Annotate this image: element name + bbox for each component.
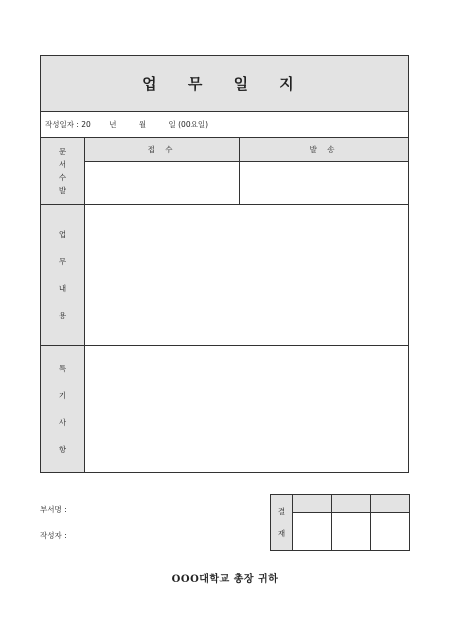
approval-title-cell[interactable] [332,495,370,513]
approval-sign-cell[interactable] [293,513,331,550]
approval-sign-cell[interactable] [371,513,409,550]
footer [40,494,410,554]
receive-cell[interactable] [85,162,240,204]
author-label: 작성자 : [40,531,67,540]
title-row [41,56,408,112]
col-receive-header: 접 수 [85,138,240,161]
notes-content-area[interactable] [85,346,408,472]
doc-section [41,138,408,205]
approval-title-cell[interactable] [293,495,331,513]
date-label: 작성일자 : 20 [45,120,91,129]
approval-box [270,494,410,551]
doc-header [85,138,408,162]
doc-section-label: 문 서 수 발 [41,138,85,204]
notes-section-label: 특 기 사 항 [41,346,85,472]
approval-column [293,495,332,550]
approval-sign-cell[interactable] [332,513,370,550]
work-section [41,205,408,346]
date-row [41,112,408,138]
year-unit: 년 [109,120,117,129]
approval-column [371,495,409,550]
closing-line: OOO대학교 총장 귀하 [171,574,279,585]
approval-column [332,495,371,550]
day-unit: 일 (00요일) [168,120,209,129]
doc-body [85,162,408,204]
month-unit: 월 [138,120,147,129]
dept-label: 부서명 : [40,505,67,514]
send-cell[interactable] [240,162,408,204]
notes-section [41,346,408,472]
approval-title-cell[interactable] [371,495,409,513]
work-section-label: 업 무 내 용 [41,205,85,345]
work-log-form [40,55,409,473]
approval-label: 결 재 [271,495,293,550]
work-content-area[interactable] [85,205,408,345]
col-send-header: 발 송 [309,145,339,154]
page-title: 업 무 일 지 [142,75,307,93]
